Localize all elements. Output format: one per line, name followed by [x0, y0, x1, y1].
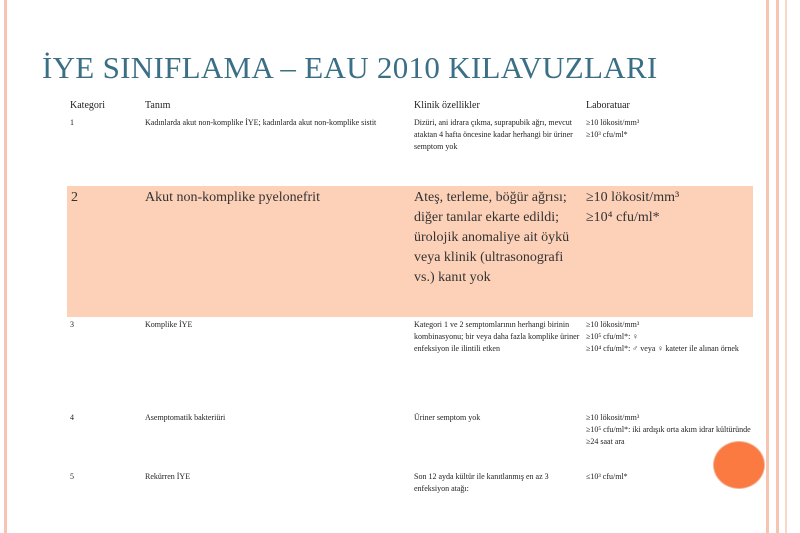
table-row-1-tanim: Kadınlarda akut non-komplike İYE; kadınlarda akut non-komplike sistit — [145, 118, 377, 127]
table-row-1-kategori: 1 — [70, 118, 74, 127]
header-klinik: Klinik özellikler — [414, 100, 480, 111]
header-kategori: Kategori — [70, 100, 105, 111]
table-row-3-tanim: Komplike İYE — [145, 320, 193, 329]
lab-line: ≥10⁵ cfu/ml*: ♀ — [586, 332, 639, 341]
lab-line: ≤10³ cfu/ml* — [586, 472, 628, 481]
right-border-decoration — [766, 0, 769, 533]
table-row-2-klinik: Ateş, terleme, böğür ağrısı; diğer tanılar ekarte edildi; ürolojik anomaliye ait öykü veya klinik (ultrasonografi vs.) kanıt yok — [414, 190, 570, 285]
table-row-3-kategori: 3 — [70, 320, 74, 329]
table-row-5-klinik: Son 12 ayda kültür ile kanıtlanmış en az 3 enfeksiyon atağı: — [414, 472, 549, 493]
lab-line: ≥24 saat ara — [586, 437, 625, 446]
lab-line: ≥10 lökosit/mm³ — [586, 190, 680, 205]
lab-line: ≥10 lökosit/mm³ — [586, 320, 640, 329]
left-border-decoration — [4, 0, 7, 533]
table-row-1-lab — [586, 117, 746, 141]
table-row-2-tanim: Akut non-komplike pyelonefrit — [145, 190, 320, 205]
lab-line: ≥10 lökosit/mm³ — [586, 118, 640, 127]
lab-line: ≥10 lökosit/mm³ — [586, 413, 640, 422]
table-row-4-kategori: 4 — [70, 413, 74, 422]
lab-line: ≥10⁵ cfu/ml*: iki ardışık orta akım idrar kültüründe — [586, 425, 751, 434]
table-row-4-tanim: Asemptomatik bakteriüri — [145, 413, 226, 422]
table-row-5-tanim: Rekürren İYE — [145, 472, 191, 481]
lab-line: ≥10⁴ cfu/ml* — [586, 210, 660, 225]
decorative-orange-circle — [713, 441, 765, 489]
table-row-4-klinik: Üriner semptom yok — [414, 413, 481, 422]
table-row-3-klinik: Kategori 1 ve 2 semptomlarının herhangi birinin kombinasyonu; bir veya daha fazla komplike üriner enfeksiyon ile ilintili etken — [414, 320, 580, 353]
slide-title: İYE SINIFLAMA – EAU 2010 KILAVUZLARI — [42, 50, 658, 85]
table-row-1-klinik: Dizüri, ani idrara çıkma, suprapubik ağrı, mevcut ataktan 4 hafta öncesine kadar herhangi bir üriner semptom yok — [414, 118, 573, 151]
right-border-decoration-2 — [776, 0, 779, 533]
table-row-3-lab — [586, 319, 751, 355]
header-tanim: Tanım — [145, 100, 171, 111]
lab-line: ≥10⁴ cfu/ml*: ♂ veya ♀ kateter ile alınan örnek — [586, 344, 739, 353]
header-laboratuar: Laboratuar — [586, 100, 630, 111]
right-border-decoration-3 — [785, 0, 787, 533]
lab-line: ≥10³ cfu/ml* — [586, 130, 628, 139]
table-row-2-kategori: 2 — [71, 190, 78, 205]
table-row-5-kategori: 5 — [70, 472, 74, 481]
table-row-2-lab — [586, 188, 746, 228]
